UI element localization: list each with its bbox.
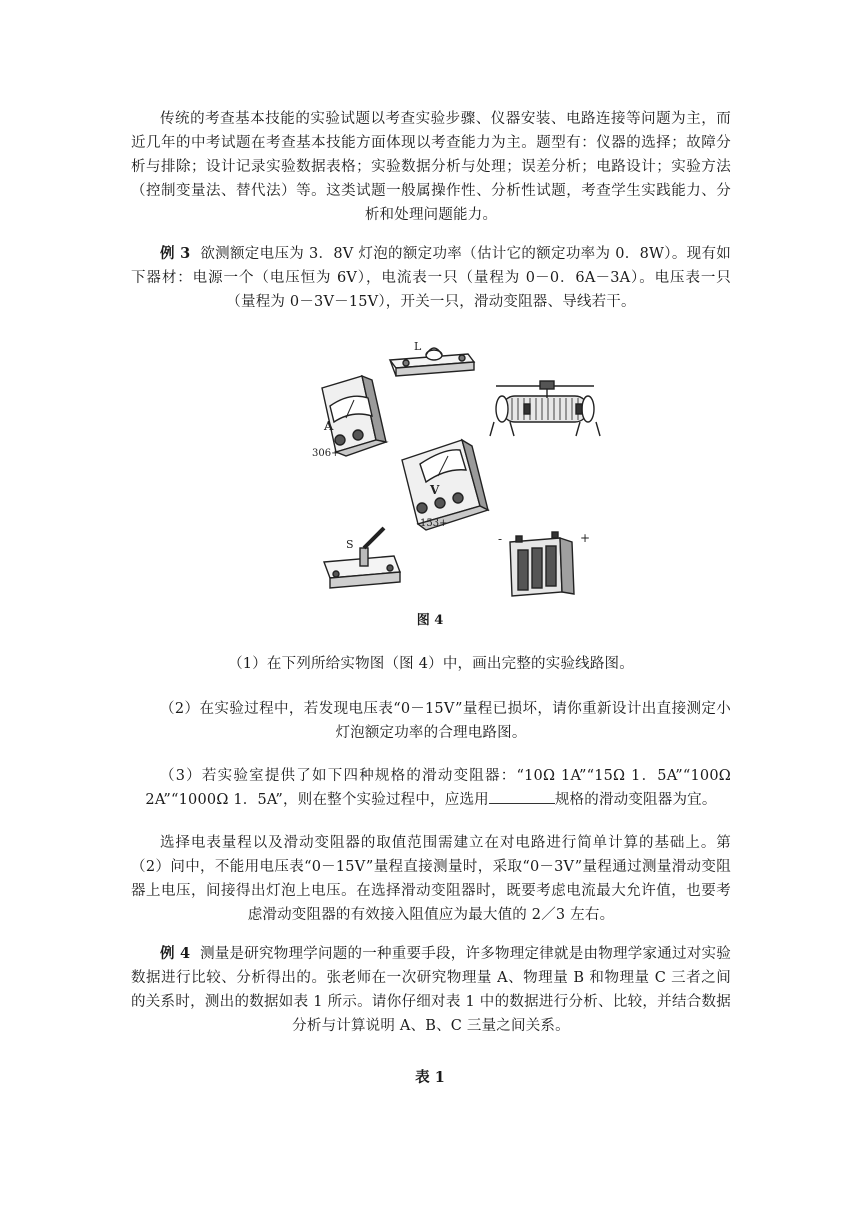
voltmeter [402,440,488,530]
battery [498,531,590,596]
example4-text: 测量是研究物理学问题的一种重要手段，许多物理定律就是由物理学家通过对实验数据进行比较、分析得出的。张老师在一次研究物理量 A、物理量 B 和物理量 C 三者之间的关系时，测出的数据如表 1 所示。请你仔细对表 1 中的数据进行分析、比较，并结合数据分析与计算说明 A、B、C 三量之间关系。 [131,946,731,1034]
battery-minus: - [498,532,503,546]
voltmeter-terminals: 153+ [420,518,448,529]
question-2-text: （2）在实验过程中，若发现电压表“0－15V”量程已损坏，请你重新设计出直接测定小灯泡额定功率的合理电路图。 [160,701,731,741]
voltmeter-label: V [430,483,440,497]
intro-paragraph [131,107,731,227]
switch-label: S [346,538,354,551]
figure-caption: 图 4 [416,613,444,628]
example3-text: 欲测额定电压为 3．8V 灯泡的额定功率（估计它的额定功率为 0．8W）。现有如下器材：电源一个（电压恒为 6V），电流表一只（量程为 0－0．6A－3A）。电压表一只（量程为 0－3V－15V），开关一只，滑动变阻器、导线若干。 [131,246,731,310]
ammeter-terminals: 306+ [312,448,340,459]
analysis-paragraph [131,831,731,927]
example4-label: 例 4 [160,945,191,962]
question-3-text-after: 规格的滑动变阻器为宜。 [554,792,717,808]
ammeter-label: A [324,419,334,433]
analysis-text: 选择电表量程以及滑动变阻器的取值范围需建立在对电路进行简单计算的基础上。第（2）问中，不能用电压表“0－15V”量程直接测量时，采取“0－3V”量程通过测量滑动变阻器上电压，间接得出灯泡上电压。在选择滑动变阻器时，既要考虑电流最大允许值，也要考虑滑动变阻器的有效接入阻值应为最大值的 2／3 左右。 [131,835,731,923]
battery-plus: + [580,531,591,545]
answer-blank[interactable] [489,789,555,804]
switch [324,528,400,588]
apparatus-figure [290,336,620,636]
example3-label: 例 3 [160,245,191,262]
lamp-board [390,340,474,376]
question-3 [131,764,731,812]
intro-text: 传统的考查基本技能的实验试题以考查实验步骤、仪器安装、电路连接等问题为主，而近几年的中考试题在考查基本技能方面体现以考查能力为主。题型有：仪器的选择；故障分析与排除；设计记录实验数据表格；实验数据分析与处理；误差分析；电路设计；实验方法（控制变量法、替代法）等。这类试题一般属操作性、分析性试题，考查学生实践能力、分析和处理问题能力。 [131,111,731,223]
question-1 [131,652,731,676]
ammeter [312,376,386,459]
question-1-text: （1）在下列所给实物图（图 4）中，画出完整的实验线路图。 [228,656,634,672]
lamp-label: L [414,340,422,353]
question-3-text-before: （3）若实验室提供了如下四种规格的滑动变阻器：“10Ω 1A”“15Ω 1．5A”“100Ω 2A”“1000Ω 1．5A”，则在整个实验过程中，应选用 [145,768,731,808]
table-title: 表 1 [415,1069,445,1086]
example4-paragraph [131,942,731,1038]
question-2 [131,697,731,745]
rheostat [490,381,600,436]
example3-paragraph [131,242,731,314]
